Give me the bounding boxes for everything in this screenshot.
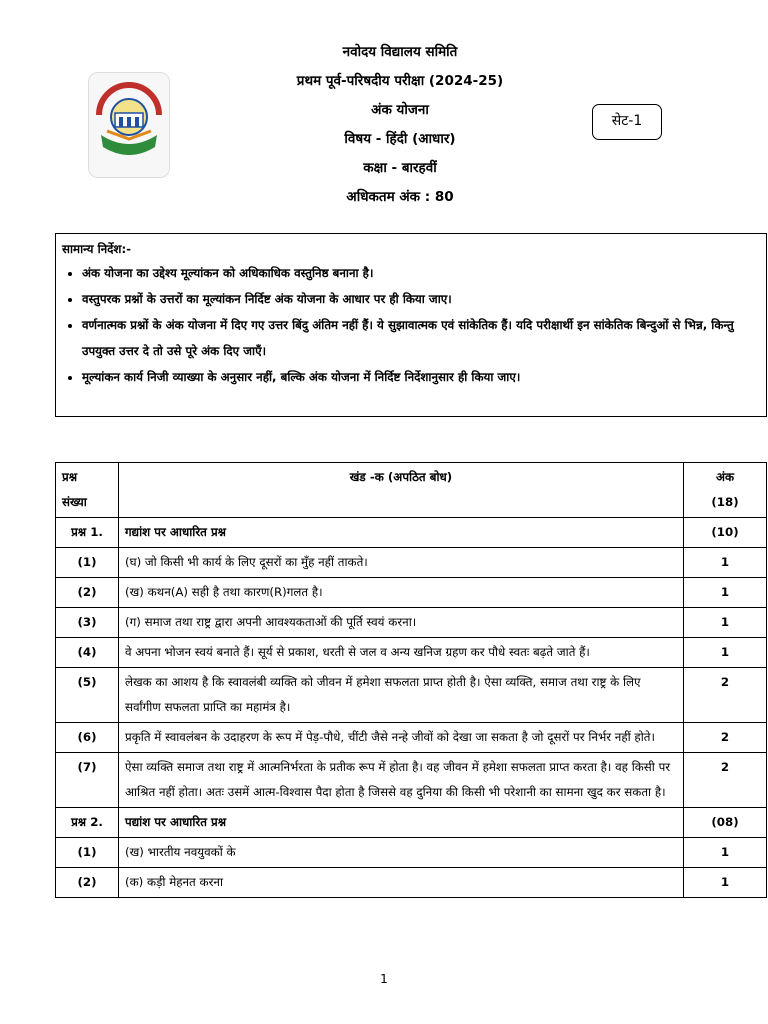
answer-text: (ग) समाज तथा राष्ट्र द्वारा अपनी आवश्यकताओं की पूर्ति स्वयं करना। xyxy=(119,608,684,638)
instruction-item: • वर्णनात्मक प्रश्नों के अंक योजना में दिए गए उत्तर बिंदु अंतिम नहीं हैं। ये सुझावात्मक एवं सांकेतिक हैं। यदि परीक्षार्थी इन सांकेतिक बिन्दुओं से भिन्न, किन्तु उपयुक्त उत्तर दे तो उसे पूरे अंक दिए जाएँ। xyxy=(82,312,760,364)
table-row xyxy=(56,668,767,723)
answer-marks: 2 xyxy=(684,753,767,808)
instruction-item: • वस्तुपरक प्रश्नों के उत्तरों का मूल्यांकन निर्दिष्ट अंक योजना के आधार पर ही किया जाए। xyxy=(82,286,760,312)
navodaya-logo xyxy=(88,72,170,178)
question-title: गद्यांश पर आधारित प्रश्न xyxy=(119,518,684,548)
answer-marks: 1 xyxy=(684,608,767,638)
document-type: अंक योजना xyxy=(371,102,429,118)
sub-question-number: (2) xyxy=(56,578,119,608)
instruction-item: • मूल्यांकन कार्य निजी व्याख्या के अनुसार नहीं, बल्कि अंक योजना में निर्दिष्ट निर्देशानुसार ही किया जाए। xyxy=(82,364,760,390)
table-row xyxy=(56,723,767,753)
exam-title: प्रथम पूर्व-परिषदीय परीक्षा (2024-25) xyxy=(296,73,504,89)
general-instructions xyxy=(55,233,767,417)
sub-question-number: (2) xyxy=(56,868,119,898)
sub-question-number: (3) xyxy=(56,608,119,638)
answer-text: लेखक का आशय है कि स्वावलंबी व्यक्ति को जीवन में हमेशा सफलता प्राप्त होती है। ऐसा व्यक्ति, समाज तथा राष्ट्र के लिए सर्वांगीण सफलता प्राप्ति का महामंत्र है। xyxy=(119,668,684,723)
answer-marks: 1 xyxy=(684,638,767,668)
sub-question-number: (6) xyxy=(56,723,119,753)
answer-marks: 1 xyxy=(684,838,767,868)
answer-marks: 2 xyxy=(684,668,767,723)
answer-text: वे अपना भोजन स्वयं बनाते हैं। सूर्य से प्रकाश, धरती से जल व अन्य खनिज ग्रहण कर पौधे स्वतः बढ़ते जाते हैं। xyxy=(119,638,684,668)
header-question-number: प्रश्न संख्या xyxy=(56,463,119,518)
answer-marks: 1 xyxy=(684,578,767,608)
table-row xyxy=(56,753,767,808)
table-row xyxy=(56,868,767,898)
instructions-heading: सामान्य निर्देश:- xyxy=(62,242,132,256)
page-number: 1 xyxy=(380,972,388,986)
sub-question-number: (5) xyxy=(56,668,119,723)
document-header xyxy=(200,38,600,212)
answer-text: (ख) भारतीय नवयुवकों के xyxy=(119,838,684,868)
question-2-heading-row xyxy=(56,808,767,838)
navodaya-emblem-icon xyxy=(89,73,169,177)
marking-scheme-table xyxy=(55,462,767,898)
question-marks: (10) xyxy=(684,518,767,548)
question-marks: (08) xyxy=(684,808,767,838)
answer-text: ऐसा व्यक्ति समाज तथा राष्ट्र में आत्मनिर्भरता के प्रतीक रूप में होता है। वह जीवन में हमेशा सफलता प्राप्त करता है। वह किसी पर आश्रित नहीं होता। अतः उसमें आत्म-विश्वास पैदा होता है जिससे वह दुनिया की किसी भी परेशानी का सामना खुद कर सकता है। xyxy=(119,753,684,808)
table-row xyxy=(56,638,767,668)
class-line: कक्षा - बारहवीं xyxy=(363,160,437,176)
question-title: पद्यांश पर आधारित प्रश्न xyxy=(119,808,684,838)
answer-text: (ख) कथन(A) सही है तथा कारण(R)गलत है। xyxy=(119,578,684,608)
table-header-row xyxy=(56,463,767,518)
answer-marks: 1 xyxy=(684,868,767,898)
organization-name: नवोदय विद्यालय समिति xyxy=(342,44,458,60)
sub-question-number: (7) xyxy=(56,753,119,808)
table-row xyxy=(56,578,767,608)
question-number: प्रश्न 1. xyxy=(56,518,119,548)
instructions-list xyxy=(62,260,760,390)
table-row xyxy=(56,548,767,578)
max-marks-line: अधिकतम अंक : 80 xyxy=(346,189,454,205)
question-1-heading-row xyxy=(56,518,767,548)
answer-marks: 2 xyxy=(684,723,767,753)
sub-question-number: (1) xyxy=(56,548,119,578)
sub-question-number: (4) xyxy=(56,638,119,668)
answer-text: प्रकृति में स्वावलंबन के उदाहरण के रूप में पेड़-पौधे, चींटी जैसे नन्हे जीवों को देखा जा सकता है जो दूसरों पर निर्भर नहीं होते। xyxy=(119,723,684,753)
table-row xyxy=(56,608,767,638)
question-number: प्रश्न 2. xyxy=(56,808,119,838)
set-label-box: सेट-1 xyxy=(592,104,662,140)
subject-line: विषय - हिंदी (आधार) xyxy=(344,131,456,147)
answer-text: (क) कड़ी मेहनत करना xyxy=(119,868,684,898)
sub-question-number: (1) xyxy=(56,838,119,868)
answer-marks: 1 xyxy=(684,548,767,578)
header-section-title: खंड -क (अपठित बोध) xyxy=(119,463,684,518)
header-marks: अंक (18) xyxy=(684,463,767,518)
table-row xyxy=(56,838,767,868)
answer-text: (घ) जो किसी भी कार्य के लिए दूसरों का मुँह नहीं ताकते। xyxy=(119,548,684,578)
instruction-item: • अंक योजना का उद्देश्य मूल्यांकन को अधिकाधिक वस्तुनिष्ठ बनाना है। xyxy=(82,260,760,286)
